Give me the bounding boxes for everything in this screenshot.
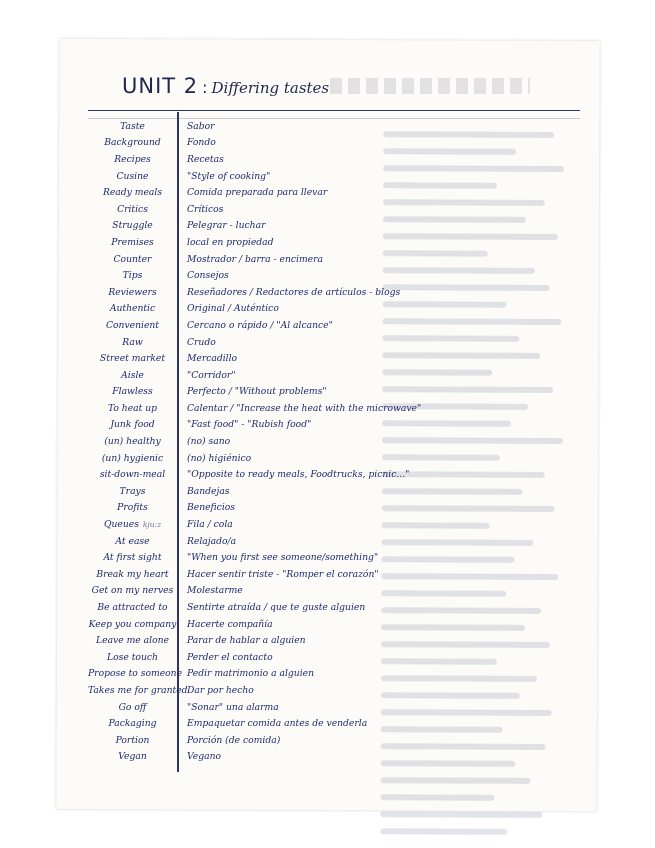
vocab-row	[88, 533, 508, 550]
vocab-row	[88, 699, 508, 716]
vocabulary-list	[88, 118, 508, 765]
vocab-row	[88, 384, 508, 401]
spanish-translation: Crudo	[187, 336, 216, 348]
vocab-row	[88, 632, 508, 649]
spanish-translation: (no) higiénico	[187, 452, 252, 464]
english-term-text: Queues	[103, 519, 139, 531]
english-term: Flawless	[112, 386, 153, 398]
vocab-row	[88, 135, 508, 152]
vocab-row	[88, 500, 508, 517]
vocab-row	[88, 599, 508, 616]
vocab-row	[88, 516, 508, 533]
page-title	[122, 74, 329, 98]
spanish-translation: Pedir matrimonio a alguien	[187, 668, 315, 680]
spanish-translation: "Corridor"	[187, 369, 236, 381]
spanish-translation: Reseñadores / Redactores de artículos - blogs	[187, 286, 401, 298]
english-term: Ready meals	[102, 187, 163, 199]
spanish-translation: Mostrador / barra - encimera	[187, 253, 323, 265]
vocab-row	[88, 450, 508, 467]
spanish-translation: Bandejas	[187, 485, 230, 497]
vocab-row	[88, 400, 508, 417]
english-term: (un) hygienic	[101, 452, 164, 464]
spanish-translation: Recetas	[187, 153, 224, 165]
english-term: Packaging	[108, 718, 157, 730]
spanish-translation: Fila / cola	[187, 519, 233, 531]
english-term: Leave me alone	[96, 635, 169, 647]
vocab-row	[88, 284, 508, 301]
spanish-translation: Original / Auténtico	[187, 303, 279, 315]
english-term: Aisle	[121, 369, 144, 381]
spanish-translation: Sabor	[187, 120, 215, 132]
english-term: Break my heart	[96, 568, 169, 580]
english-term: Counter	[113, 253, 152, 265]
english-term: Critics	[117, 203, 148, 215]
english-term: Authentic	[109, 303, 156, 315]
english-term: Cusine	[116, 170, 149, 182]
english-term: At ease	[115, 535, 150, 547]
english-term: Raw	[122, 336, 143, 348]
vocab-row	[88, 649, 508, 666]
spanish-translation: Dar por hecho	[187, 684, 254, 696]
vocab-row	[88, 583, 508, 600]
spanish-translation: Vegano	[187, 751, 222, 763]
spanish-translation: Críticos	[187, 203, 224, 215]
spanish-translation: Parar de hablar a alguien	[187, 635, 306, 647]
vocab-row	[88, 317, 508, 334]
english-term: Profits	[117, 502, 148, 514]
vocab-row	[88, 715, 508, 732]
vocab-row	[88, 201, 508, 218]
header-rule	[88, 110, 580, 111]
spanish-translation: "Opposite to ready meals, Foodtrucks, picnic..."	[187, 469, 410, 481]
spanish-translation: Molestarme	[187, 585, 243, 597]
vocab-row	[88, 616, 508, 633]
pronunciation-note: kjuːz	[142, 520, 162, 530]
vocab-row	[88, 566, 508, 583]
english-term: Street market	[99, 353, 166, 365]
vocab-row	[88, 118, 508, 135]
vocab-row	[88, 267, 508, 284]
spanish-translation: "Style of cooking"	[187, 170, 271, 182]
spanish-translation: "Sonar" una alarma	[187, 701, 279, 713]
english-term: Go off	[118, 701, 147, 713]
english-term: Get on my nerves	[91, 585, 174, 597]
spanish-translation: "When you first see someone/something"	[187, 552, 379, 564]
english-term: Trays	[119, 485, 146, 497]
spanish-translation: Hacer sentir triste - "Romper el corazón"	[187, 568, 379, 580]
vocab-row	[88, 483, 508, 500]
spanish-translation: local en propiedad	[187, 236, 274, 248]
english-term: Reviewers	[108, 286, 157, 298]
unit-subtitle: Differing tastes	[211, 79, 330, 97]
spanish-translation: Porción (de comida)	[187, 734, 281, 746]
english-term: Convenient	[105, 319, 159, 331]
vocab-row	[88, 251, 508, 268]
vocab-row	[88, 466, 508, 483]
spanish-translation: Cercano o rápido / "Al alcance"	[187, 319, 333, 331]
vocab-row	[88, 433, 508, 450]
vocab-row	[88, 151, 508, 168]
english-term: To heat up	[107, 402, 158, 414]
vocab-row	[88, 334, 508, 351]
spanish-translation: Perfecto / "Without problems"	[187, 386, 327, 398]
spanish-translation: Consejos	[187, 270, 229, 282]
english-term	[88, 519, 177, 530]
english-term: At first sight	[103, 552, 162, 564]
english-term: (un) healthy	[104, 436, 161, 448]
vocab-row	[88, 184, 508, 201]
english-term: Be attracted to	[97, 602, 168, 614]
vocab-row	[88, 417, 508, 434]
spanish-translation: Hacerte compañía	[187, 618, 273, 630]
bleed-through-title	[330, 78, 530, 94]
spanish-translation: Fondo	[187, 137, 216, 149]
spanish-translation: Comida preparada para llevar	[187, 187, 328, 199]
spanish-translation: Mercadillo	[187, 353, 238, 365]
spanish-translation: Beneficios	[187, 502, 236, 514]
english-term: Keep you company	[88, 618, 177, 630]
vocab-row	[88, 682, 508, 699]
english-term: Tips	[122, 270, 143, 282]
spanish-translation: Pelegrar - luchar	[187, 220, 266, 232]
english-term: Struggle	[112, 220, 153, 232]
english-term: Vegan	[118, 751, 147, 763]
spanish-translation: (no) sano	[187, 436, 231, 448]
english-term: Lose touch	[107, 651, 158, 663]
vocab-row	[88, 549, 508, 566]
english-term: Premises	[111, 236, 154, 248]
vocab-row	[88, 350, 508, 367]
vocab-row	[88, 301, 508, 318]
vocab-row	[88, 168, 508, 185]
unit-number: UNIT 2	[122, 74, 199, 98]
english-term: Taste	[120, 120, 145, 132]
vocab-row	[88, 666, 508, 683]
english-term: Junk food	[110, 419, 155, 431]
vocab-row	[88, 749, 508, 766]
title-separator: :	[202, 78, 208, 97]
vocab-row	[88, 234, 508, 251]
english-term: sit-down-meal	[99, 469, 166, 481]
spanish-translation: Perder el contacto	[187, 651, 273, 663]
english-term: Recipes	[114, 153, 151, 165]
spanish-translation: "Fast food" - "Rubish food"	[187, 419, 312, 431]
english-term: Takes me for granted	[88, 684, 188, 696]
english-term: Portion	[115, 734, 150, 746]
vocab-row	[88, 218, 508, 235]
vocab-row	[88, 367, 508, 384]
spanish-translation: Calentar / "Increase the heat with the microwave"	[187, 402, 422, 414]
english-term: Background	[104, 137, 161, 149]
spanish-translation: Relajado/a	[187, 535, 237, 547]
english-term: Propose to someone	[88, 668, 183, 680]
spanish-translation: Empaquetar comida antes de venderla	[187, 718, 368, 730]
vocab-row	[88, 732, 508, 749]
spanish-translation: Sentirte atraída / que te guste alguien	[187, 602, 366, 614]
